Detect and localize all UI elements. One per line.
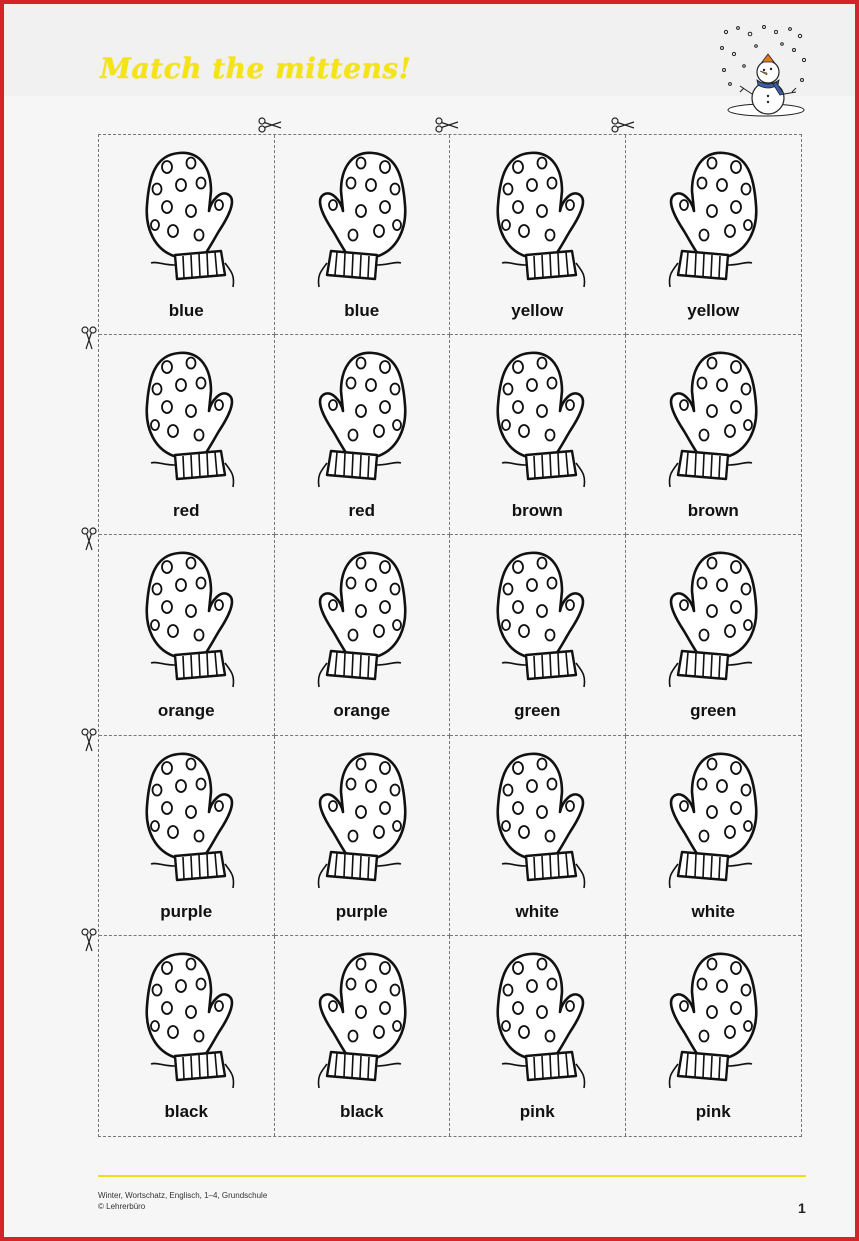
mitten-icon	[311, 748, 415, 898]
scissors-icon	[80, 526, 98, 552]
mitten-card[interactable]	[626, 135, 802, 335]
scissors-icon	[80, 927, 98, 953]
mitten-icon	[488, 147, 592, 297]
scissors-icon	[80, 325, 98, 351]
card-label: orange	[333, 701, 391, 721]
mitten-icon	[662, 948, 766, 1098]
mitten-icon	[137, 948, 241, 1098]
mitten-icon	[488, 948, 592, 1098]
mitten-card[interactable]	[626, 936, 802, 1136]
card-label: blue	[344, 301, 380, 320]
mitten-icon	[137, 147, 241, 297]
card-label: pink	[519, 1101, 555, 1121]
mitten-icon	[662, 748, 766, 898]
card-label: orange	[157, 701, 215, 721]
card-label: blue	[168, 301, 204, 320]
card-label: yellow	[511, 301, 564, 320]
card-label: green	[514, 701, 561, 721]
footer-copyright: © Lehrerbüro	[98, 1202, 146, 1211]
footer-rule	[98, 1175, 806, 1177]
mitten-card[interactable]	[275, 535, 451, 735]
mitten-icon	[311, 547, 415, 697]
mitten-card[interactable]	[626, 535, 802, 735]
card-label: black	[164, 1101, 208, 1121]
mitten-icon	[311, 147, 415, 297]
mitten-card[interactable]	[99, 135, 275, 335]
mitten-icon	[662, 547, 766, 697]
scissors-icon	[257, 116, 283, 134]
scissors-icon	[610, 116, 636, 134]
snowman-illustration	[716, 22, 808, 117]
mitten-card[interactable]	[275, 736, 451, 936]
card-label: black	[340, 1101, 384, 1121]
mitten-icon	[662, 347, 766, 497]
mitten-card[interactable]	[450, 335, 626, 535]
scissors-icon	[80, 727, 98, 753]
card-label: red	[173, 501, 200, 521]
page-title: Match the mittens!	[100, 52, 412, 85]
mitten-icon	[662, 147, 766, 297]
card-label: purple	[335, 901, 388, 921]
footer-meta	[98, 1190, 267, 1212]
mitten-card[interactable]	[99, 335, 275, 535]
mitten-card-grid	[98, 134, 802, 1137]
mitten-card[interactable]	[99, 936, 275, 1136]
page-number: 1	[798, 1200, 806, 1216]
card-label: white	[515, 901, 559, 921]
card-label: brown	[687, 501, 739, 521]
mitten-icon	[137, 547, 241, 697]
mitten-card[interactable]	[450, 135, 626, 335]
mitten-card[interactable]	[626, 335, 802, 535]
mitten-card[interactable]	[275, 936, 451, 1136]
mitten-card[interactable]	[275, 135, 451, 335]
mitten-icon	[137, 347, 241, 497]
card-label: yellow	[687, 301, 740, 320]
footer-subject-line: Winter, Wortschatz, Englisch, 1–4, Grundschule	[98, 1191, 268, 1200]
card-label: brown	[511, 501, 563, 521]
card-label: purple	[160, 901, 213, 921]
card-label: green	[690, 701, 737, 721]
mitten-icon	[488, 547, 592, 697]
mitten-icon	[137, 748, 241, 898]
card-label: white	[691, 901, 735, 921]
mitten-icon	[488, 748, 592, 898]
mitten-card[interactable]	[450, 535, 626, 735]
mitten-icon	[311, 347, 415, 497]
mitten-icon	[311, 948, 415, 1098]
mitten-card[interactable]	[626, 736, 802, 936]
mitten-icon	[488, 347, 592, 497]
mitten-card[interactable]	[450, 736, 626, 936]
card-label: red	[348, 501, 375, 521]
mitten-card[interactable]	[99, 736, 275, 936]
card-label: pink	[695, 1101, 731, 1121]
mitten-card[interactable]	[275, 335, 451, 535]
scissors-icon	[434, 116, 460, 134]
mitten-card[interactable]	[450, 936, 626, 1136]
mitten-card[interactable]	[99, 535, 275, 735]
